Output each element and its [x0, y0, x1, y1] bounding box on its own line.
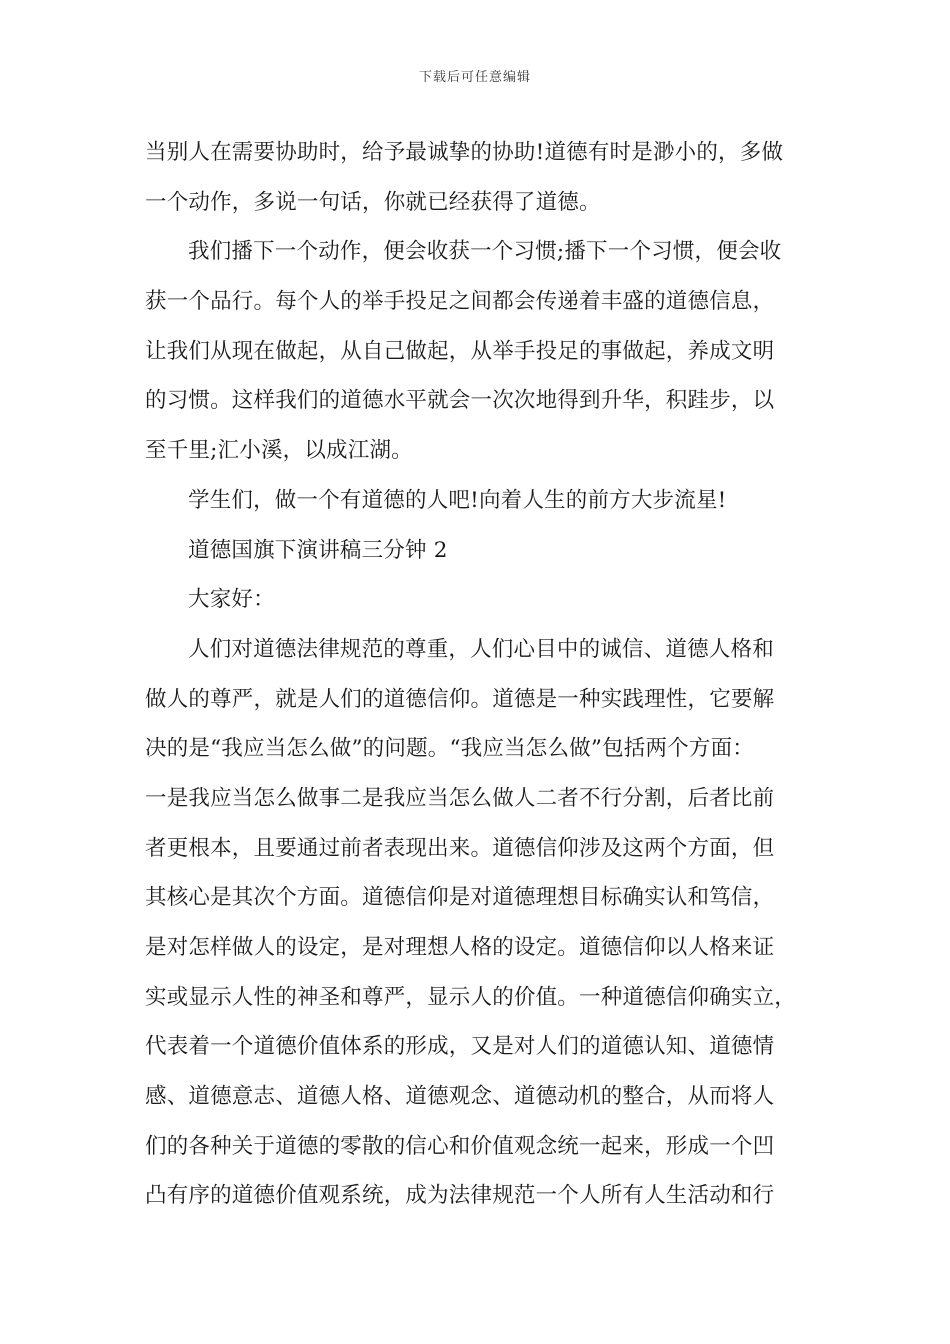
text-line: 至千里;汇小溪，以成江湖。 — [145, 438, 413, 464]
text-line: 一个动作，多说一句话，你就已经获得了道德。 — [145, 189, 601, 215]
text-line: 实或显示人性的神圣和尊严，显示人的价值。一种道德信仰确实立， — [145, 984, 797, 1010]
text-line: 是对怎样做人的设定，是对理想人格的设定。道德信仰以人格来证 — [145, 935, 775, 960]
text-line: 者更根本，且要通过前者表现出来。道德信仰涉及这两个方面，但 — [145, 835, 775, 861]
paragraph-start-line: 学生们，做一个有道德的人吧!向着人生的前方大步流星! — [188, 487, 727, 513]
text-line: 让我们从现在做起，从自己做起，从举手投足的事做起，养成文明 — [145, 338, 775, 364]
text-line: 凸有序的道德价值观系统，成为法律规范一个人所有人生活动和行 — [145, 1183, 775, 1209]
greeting-line: 大家好： — [188, 587, 275, 613]
text-line: 的习惯。这样我们的道德水平就会一次次地得到升华，积跬步，以 — [145, 388, 775, 414]
document-body — [145, 128, 805, 1221]
text-line: 决的是“我应当怎么做”的问题。“我应当怎么做”包括两个方面： — [145, 736, 754, 762]
text-line: 感、道德意志、道德人格、道德观念、道德动机的整合，从而将人 — [145, 1084, 775, 1110]
page-header: 下载后可任意编辑 — [418, 70, 531, 85]
text-line: 一是我应当怎么做事二是我应当怎么做人二者不行分割，后者比前 — [145, 785, 775, 811]
text-line: 做人的尊严，就是人们的道德信仰。道德是一种实践理性，它要解 — [145, 686, 775, 712]
text-line: 其核心是其次个方面。道德信仰是对道德理想目标确实认和笃信， — [145, 885, 775, 911]
text-line: 代表着一个道德价值体系的形成，又是对人们的道德认知、道德情 — [145, 1034, 775, 1060]
paragraph-start-line: 人们对道德法律规范的尊重，人们心目中的诚信、道德人格和 — [188, 636, 774, 662]
text-line: 当别人在需要协助时，给予最诚挚的协助!道德有时是渺小的，多做 — [145, 140, 784, 165]
text-line: 们的各种关于道德的零散的信心和价值观念统一起来，形成一个凹 — [145, 1133, 775, 1159]
section-heading: 道德国旗下演讲稿三分钟 2 — [188, 537, 448, 563]
text-line: 获一个品行。每个人的举手投足之间都会传递着丰盛的道德信息， — [145, 289, 775, 315]
paragraph-start-line: 我们播下一个动作，便会收获一个习惯;播下一个习惯，便会收 — [188, 239, 782, 265]
